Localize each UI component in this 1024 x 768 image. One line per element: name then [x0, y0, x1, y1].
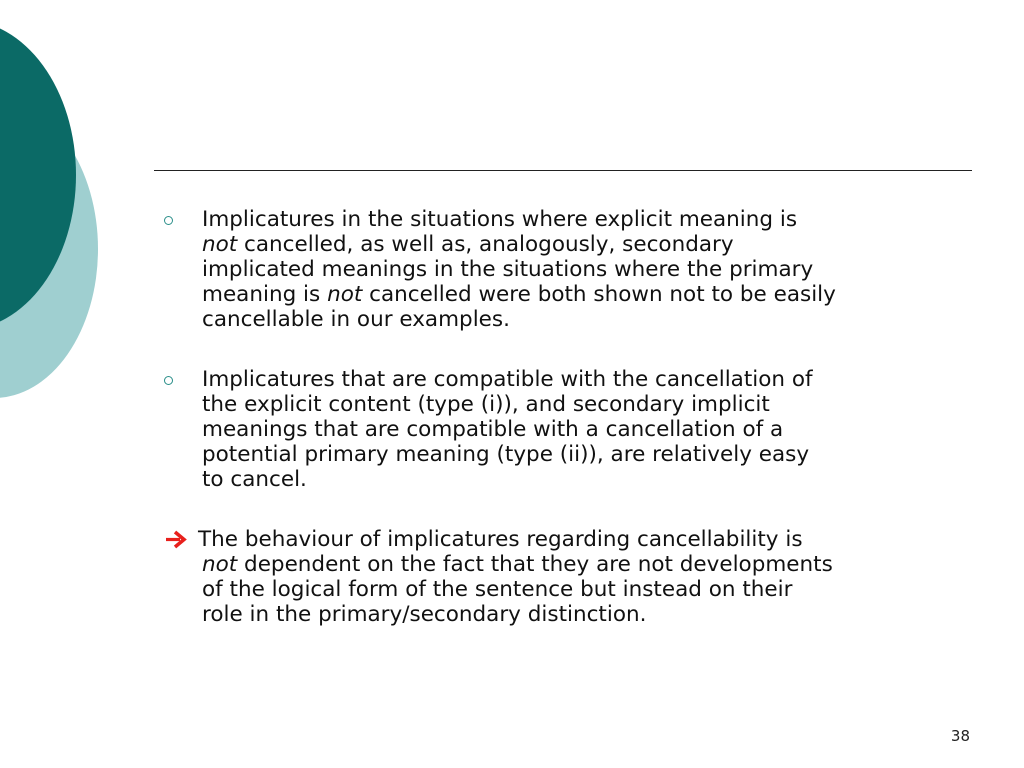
bullet-2-line-2: the explicit content (type (i)), and secondary implicit [202, 392, 770, 417]
bullet-1-line-5: cancellable in our examples. [202, 307, 510, 332]
conclusion-line-2: not dependent on the fact that they are not developments [202, 552, 833, 577]
bullet-2-line-5: to cancel. [202, 467, 307, 492]
bullet-2-line-4: potential primary meaning (type (ii)), are relatively easy [202, 442, 810, 467]
bullet-2-line-1: Implicatures that are compatible with the cancellation of [202, 367, 813, 392]
slide-body [160, 207, 970, 662]
bullet-1-line-2: not cancelled, as well as, analogously, secondary [202, 232, 734, 257]
conclusion-line-4: role in the primary/secondary distinction. [202, 602, 647, 627]
bullet-item-1 [160, 207, 970, 332]
conclusion-item [160, 527, 970, 627]
right-arrow-icon [163, 527, 193, 552]
conclusion-line-3: of the logical form of the sentence but instead on their [202, 577, 793, 602]
bullet-1-line-1: Implicatures in the situations where explicit meaning is [202, 207, 798, 232]
bullet-2-line-3: meanings that are compatible with a cancellation of a [202, 417, 784, 442]
bullet-1-line-3: implicated meanings in the situations where the primary [202, 257, 814, 282]
hollow-circle-bullet-icon [164, 216, 173, 225]
bullet-item-2 [160, 367, 970, 492]
hollow-circle-bullet-icon [164, 376, 173, 385]
bullet-1-line-4: meaning is not cancelled were both shown not to be easily [202, 282, 836, 307]
title-divider [154, 170, 972, 171]
page-number: 38 [950, 727, 970, 745]
conclusion-line-1: The behaviour of implicatures regarding cancellability is [198, 527, 803, 552]
